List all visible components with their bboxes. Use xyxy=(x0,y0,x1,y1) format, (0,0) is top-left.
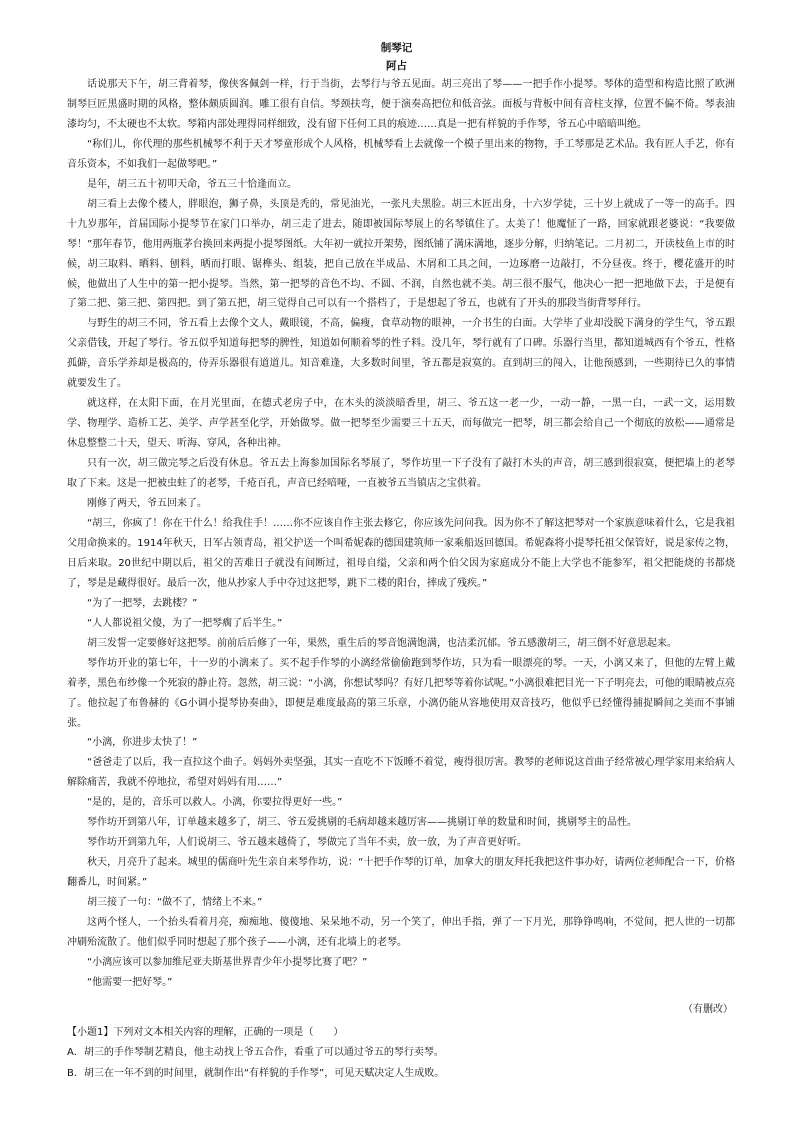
paragraph: “是的，是的，音乐可以救人。小漓，你要拉得更好一些。” xyxy=(87,797,343,809)
paragraph: 是年，胡三五十初叩天命，爷五三十恰逢而立。 xyxy=(87,178,297,190)
source-note: （有删改） xyxy=(683,1004,733,1015)
article-body xyxy=(67,75,735,993)
option-a: A．胡三的手作琴制艺精良，他主动找上爷五合作，看重了可以通过爷五的琴行卖琴。 xyxy=(67,1047,444,1058)
paragraph: “他需要一把好琴。” xyxy=(87,976,173,988)
paragraph: 与野生的胡三不同，爷五看上去像个文人，戴眼镜，不高，偏瘦，食草动物的眼神，一介书生的白面。大学毕了业却没脱下满身的学生气，爷五跟父亲借钱，开起了琴行。爷五似乎知道每把琴的脾性，知道如何顺着琴的性子料。没几年，琴行就有了口碑。乐器行当里，都知道城西有个爷五，性格孤僻，音乐学养却是极高的，侍弄乐器很有道道儿。知音难逢，大多数时间里，爷五都是寂寞的。直到胡三的闯入，让他预感到，一些期待已久的事情就要发生了。 xyxy=(67,318,735,390)
option-b: B．胡三在一年不到的时间里，就制作出“有样貌的手作琴”，可见天赋决定人生成败。 xyxy=(67,1068,445,1079)
paragraph: “为了一把琴，去跳楼？” xyxy=(87,597,198,609)
paragraph: 琴作坊开到第九年，人们说胡三、爷五越来越倚了，琴做完了当年不卖，放一放，为了声音更好听。 xyxy=(87,837,527,849)
paragraph: “爸爸走了以后，我一直拉这个曲子。妈妈外卖坚强，其实一直吃不下饭睡不着觉，瘦得很厉害。教琴的老师说这首曲子经常被心理学家用来给病人解除痛苦，我就不停地拉，希望对妈妈有用……” xyxy=(67,757,735,789)
paragraph: “小漓应该可以参加维尼亚夫斯基世界青少年小提琴比赛了吧？” xyxy=(87,956,368,968)
paragraph: 就这样，在太阳下面，在月光里面，在德式老房子中，在木头的淡淡暗香里，胡三、爷五这一老一少，一动一静，一黑一白，一武一文，运用数学、物理学、造桥工艺、美学、声学甚至化学，开始做琴。做一把琴至少需要三十五天，而每做完一把琴，胡三都会给自己一个彻底的放松——通常是休息整整二十天，望天、听海、穿风，各种出神。 xyxy=(67,398,735,450)
paragraph: “称们儿，你代理的那些机械琴不利于天才琴童形成个人风格，机械琴看上去就像一个模子里出来的物物，手工琴那是艺术品。我有匠人手艺，你有音乐资本，不如我们一起做琴吧。” xyxy=(67,138,735,170)
article-author: 阿占 xyxy=(386,60,407,72)
paragraph: 琴作坊开业的第七年，十一岁的小漓来了。买不起手作琴的小漓经常偷偷跑到琴作坊，只为看一眼漂亮的琴。一天，小漓又来了，但他的左臂上戴着孝，黑色布纱像一个死寂的静止符。忽然，胡三说：“小漓，你想试琴吗？有好几把琴等着你试呢。”小漓很难把目光一下子明亮去，可他的眼睛被点亮了。他拉起了布鲁赫的《G小调小提琴协奏曲》，即便是难度最高的第三乐章，小漓仍能从容地使用双音技巧，他似乎已经懂得捕捉瞬间之美而不事铺张。 xyxy=(67,657,735,729)
article-title: 制琴记 xyxy=(380,42,413,54)
paragraph: “人人都说祖父傻，为了一把琴瘸了后半生。” xyxy=(87,617,283,629)
paragraph: 秋天，月亮升了起来。城里的儒商叶先生亲自来琴作坊，说：“十把手作琴的订单，加拿大的朋友拜托我把这件事办好，请两位老师配合一下，价格翻番儿，时间紧。” xyxy=(67,857,735,889)
paragraph: “小漓，你进步太快了！” xyxy=(87,737,198,749)
paragraph: “胡三，你疯了！你在干什么！给我住手！……你不应该自作主张去修它，你应该先问问我。因为你不了解这把琴对一个家族意味着什么，它是我祖父用命换来的。1914年秋天，日军占领青岛，祖父护送一个叫希妮森的德国建筑师一家乘船返回德国。希妮森将小提琴托祖父保管好，说是家传之物，日后来取。20世纪中期以后，祖父的苦难日子就没有间断过，祖母自缢，父亲和两个伯父因为家庭成分不能上大学也不能参军，祖父把能烧的书都烧了，琴是是藏得很好。最后一次，他从抄家人手中夺过这把琴，跳下二楼的阳台，摔成了残疾。” xyxy=(67,517,735,589)
paragraph: 只有一次，胡三做完琴之后没有休息。爷五去上海参加国际名琴展了，琴作坊里一下子没有了敲打木头的声音，胡三感到很寂寞，便把墙上的老琴取了下来。这是一把被虫蛀了的老琴，千疮百孔，声音已经喑哑，一直被爷五当镇店之宝供着。 xyxy=(67,458,735,490)
paragraph: 胡三接了一句：“做不了，情绪上不来。” xyxy=(87,897,263,909)
paragraph: 胡三发誓一定要修好这把琴。前前后后修了一年，果然，重生后的琴音饱满饱满，也洁柔沉郁。爷五感激胡三，胡三倒不好意思起来。 xyxy=(87,637,677,649)
paragraph: 话说那天下午，胡三背着琴，像侠客佩剑一样，行于当街，去琴行与爷五见面。胡三亮出了琴——一把手作小提琴。琴体的造型和构造比照了欧洲制琴巨匠黑盛时期的风格，整体颇质圆润。雕工很有自信。琴颈扶弯，便于演奏高把位和低音弦。面板与背板中间有音柱支撑，位置不偏不倚。琴表油漆均匀，不太硬也不太软。琴箱内部处理得同样细致，没有留下任何工具的痕迹……真是一把有样貌的手作琴，爷五心中暗暗叫绝。 xyxy=(67,79,735,130)
paragraph: 刚修了两天，爷五回来了。 xyxy=(87,498,207,510)
question-stem: 【小题1】下列对文本相关内容的理解，正确的一项是（ ） xyxy=(67,1027,344,1038)
paragraph: 胡三看上去像个楼人，胖眼泡，狮子鼻，头顶是秃的，常见油光，一张凡夫黑脸。胡三木匠出身，十六岁学徒，三十岁上就成了一等一的高手。四十九岁那年，首届国际小提琴节在家门口举办，胡三走了进去，随即被国际琴展上的名琴镇住了。太美了！他魔怔了一路，回家就跟老婆说：“我要做琴！”那年春节，他用两瓶茅台换回来两提小提琴图纸。大年初一就拉开架势，图纸铺了满床满地，逐步分解，归纳笔记。二月初二，开读枝鱼上市的时候，胡三取料、晒料、刨料，晒而打眼、锯榫头、组装，把自己放在半成品、木屑和工具之间，一边琢磨一边敲打，不分昼夜。终于，樱花盛开的时候，他做出了人生中的第一把小提琴。当然，第一把琴的音色不均、不圆、不润，自然也就不美。胡三很不服气，他决心一把一把地做下去，于是便有了第二把、第三把、第四把。到了第五把，胡三觉得自己可以有一个搭档了，于是想起了爷五，也就有了开头的那段当街背琴拜行。 xyxy=(67,198,735,310)
paragraph: 这两个怪人，一个抬头看着月亮，痴痴地、傻傻地、呆呆地不动，另一个笑了，伸出手指，弹了一下月光，那铮铮鸣响，不觉间，把人世的一切都冲刷殆流散了。他们似乎同时想起了那个孩子——小漓，还有北墙上的老琴。 xyxy=(67,917,735,948)
paragraph: 琴作坊开到第八年，订单越来越多了，胡三、爷五爱挑剔的毛病却越来越厉害——挑剔订单的数量和时间，挑剔琴主的品性。 xyxy=(87,817,637,829)
